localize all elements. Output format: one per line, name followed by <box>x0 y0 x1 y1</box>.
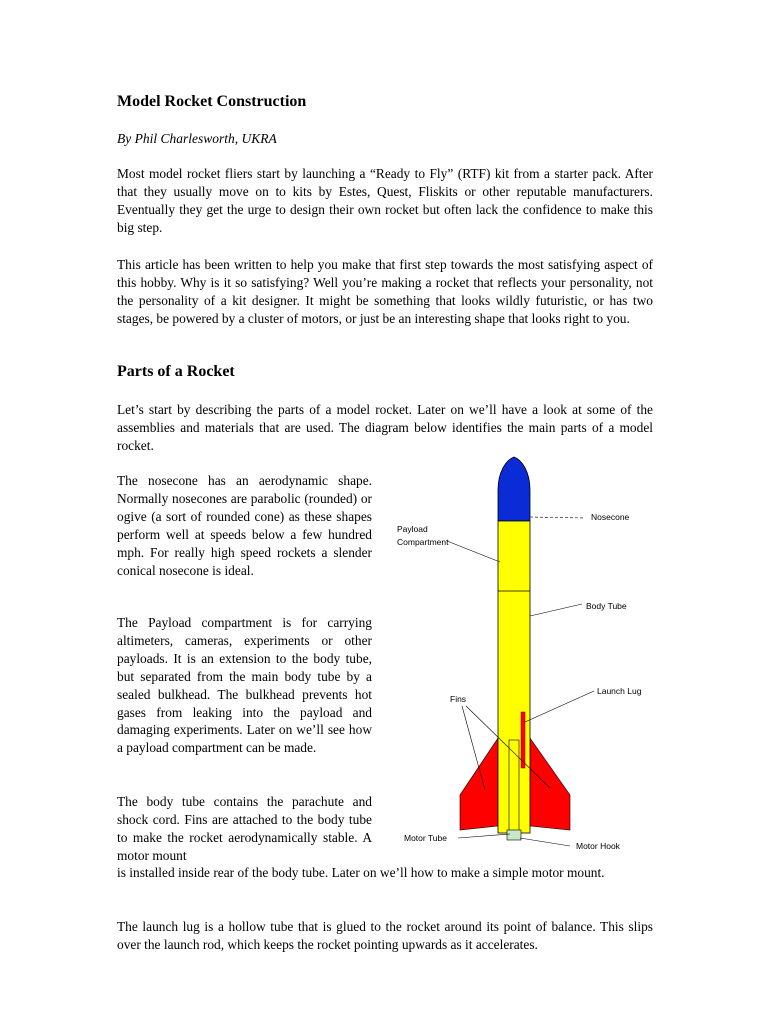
section-intro-paragraph: Let’s start by describing the parts of a model rocket. Later on we’ll have a look at some of the assemblies and materials that are used. The diagram below identifies the main parts of a model rocket. <box>117 402 653 453</box>
body-tube-paragraph: The body tube contains the parachute and shock cord. Fins are attached to the body tube to make the rocket aerodynamically stable. A motor mount <box>117 794 372 863</box>
label-nosecone: Nosecone <box>591 512 630 522</box>
motor-mount-continuation: is installed inside rear of the body tube. Later on we’ll how to make a simple motor mount. <box>117 865 605 880</box>
byline: By Phil Charlesworth, UKRA <box>117 131 277 146</box>
intro-paragraph-1: Most model rocket fliers start by launching a “Ready to Fly” (RTF) kit from a starter pack. After that they usually move on to kits by Estes, Quest, Fliskits or other reputable manufacturers. Eventually they get the urge to design their own rocket but often lack the confidence to make this big step. <box>117 166 653 235</box>
label-launch-lug: Launch Lug <box>597 686 642 696</box>
rocket-launch-lug <box>521 712 525 768</box>
launch-lug-paragraph: The launch lug is a hollow tube that is glued to the rocket around its point of balance. This slips over the launch rod, which keeps the rocket pointing upwards as it accelerates. <box>117 919 653 952</box>
page-title: Model Rocket Construction <box>117 93 307 110</box>
motor-hook-leader <box>520 838 570 846</box>
rocket-body-tube <box>498 521 530 833</box>
rocket-fin-right <box>530 738 570 830</box>
label-motor-hook: Motor Hook <box>576 841 620 851</box>
label-motor-tube: Motor Tube <box>404 833 447 843</box>
label-body-tube: Body Tube <box>586 601 627 611</box>
body-tube-leader <box>530 604 582 616</box>
rocket-nosecone <box>498 457 530 521</box>
rocket-motor <box>507 830 521 840</box>
label-fins: Fins <box>450 694 467 704</box>
intro-paragraph-2: This article has been written to help you make that first step towards the most satisfying aspect of this hobby. Why is it so satisfying? Well you’re making a rocket that reflects your personality, not the personality of a kit designer. It might be something that looks wildly futuristic, or has two stages, be powered by a cluster of motors, or just be an interesting shape that looks right to you. <box>117 257 653 326</box>
launch-lug-leader <box>525 691 594 722</box>
nosecone-paragraph: The nosecone has an aerodynamic shape. Normally nosecones are parabolic (rounded) or ogive (a sort of rounded cone) as these shapes perform well at speeds below a few hundred mph. For really high speed rockets a slender conical nosecone is ideal. <box>117 473 372 578</box>
nosecone-leader <box>530 517 585 518</box>
rocket-fin-left <box>460 738 498 830</box>
rocket-diagram <box>390 450 660 855</box>
payload-leader <box>447 541 500 562</box>
motor-tube-leader <box>458 834 510 838</box>
payload-paragraph: The Payload compartment is for carrying altimeters, cameras, experiments or other payloads. It is an extension to the body tube, but separated from the main body tube by a sealed bulkhead. The bulkhead prevents hot gases from leaking into the payload and damaging experiments. Later on we’ll see how a payload compartment can be made. <box>117 615 372 756</box>
section-heading: Parts of a Rocket <box>117 363 235 380</box>
label-payload-line2: Compartment <box>397 537 449 547</box>
label-payload-line1: Payload <box>397 524 428 534</box>
